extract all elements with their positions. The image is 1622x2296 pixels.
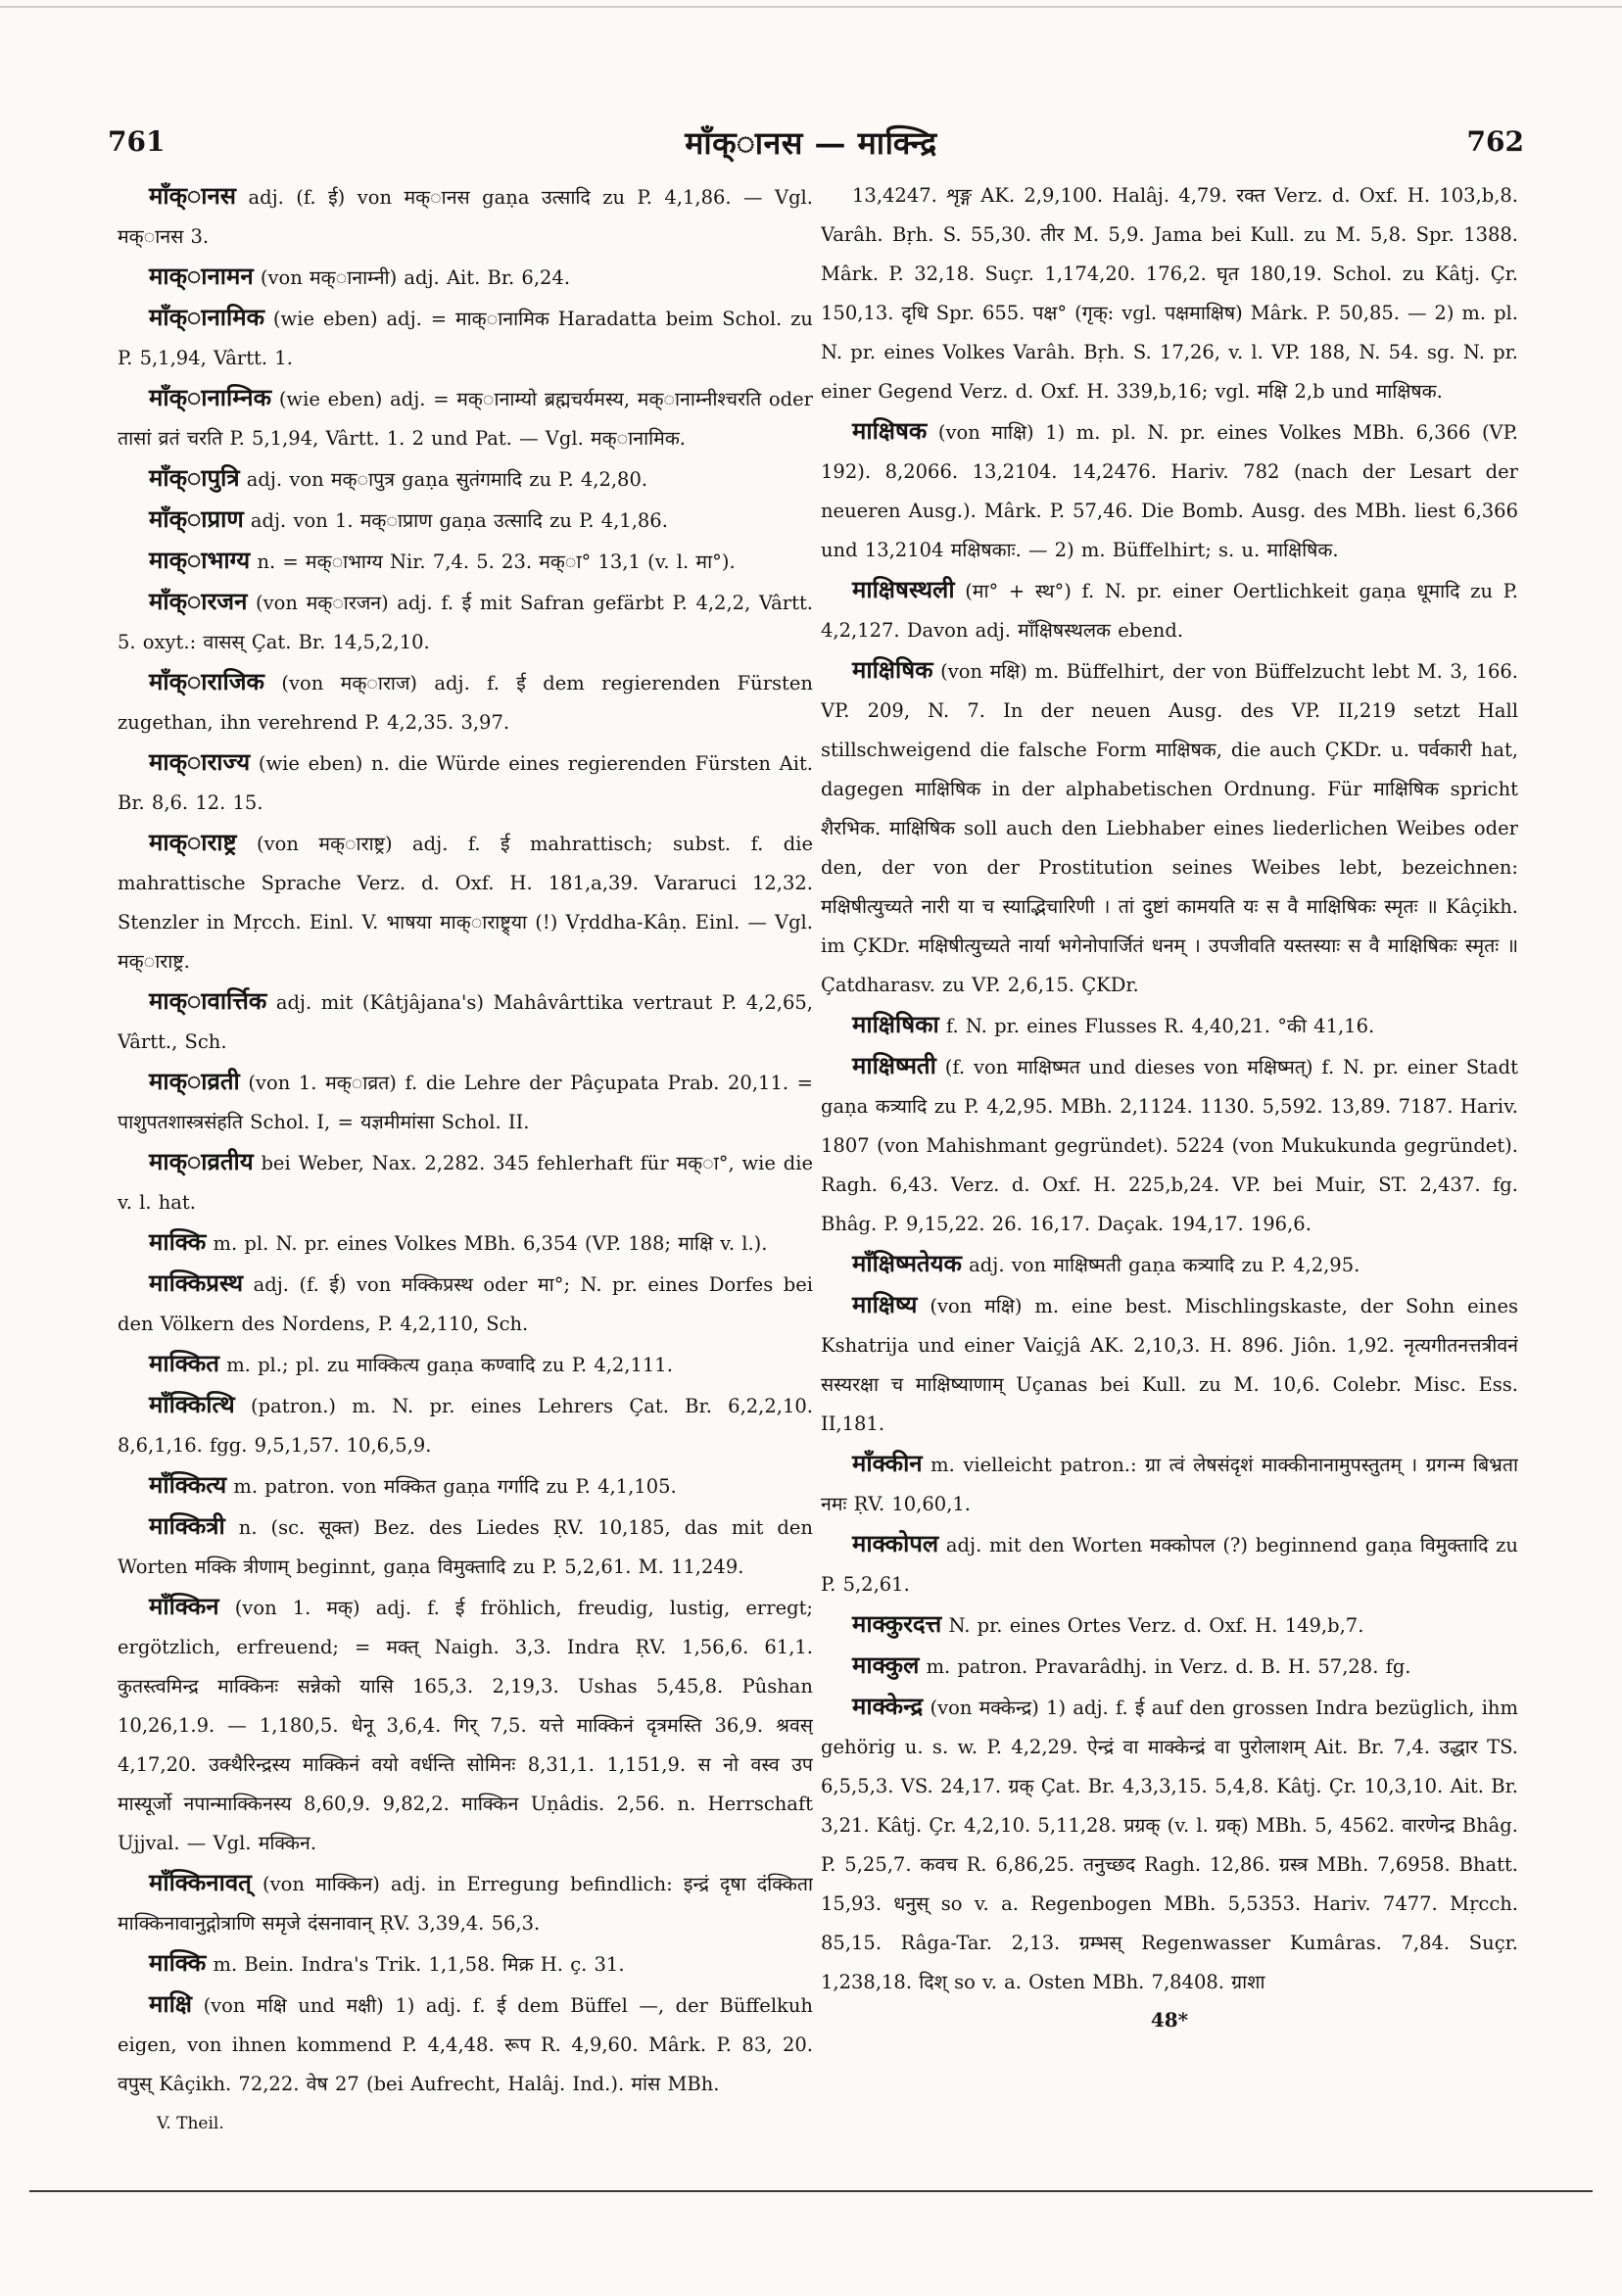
dictionary-entry: [118, 500, 813, 541]
entry-headword: माक्कित्री: [149, 1511, 225, 1540]
dictionary-entry: [118, 1943, 813, 1985]
bottom-rule: [29, 2190, 1593, 2192]
entry-headword: माँक्कित्य: [149, 1470, 227, 1499]
entry-text: (patron.) m. N. pr. eines Lehrers Çat. Br. 6,2,2,10. 8,6,1,16. fgg. 9,5,1,57. 10,6,5,9.: [118, 1395, 813, 1457]
entry-text: 13,4247. शृङ्ग AK. 2,9,100. Halâj. 4,79. रक्त Verz. d. Oxf. H. 103,b,8. Varâh. Bṛh. S. 55,30. तीर M. 5,9. Jama bei Kull. zu M. 5,8. Spr. 1388. Mârk. P. 32,18. Suçr. 1,174,20. 176,2. घृत 180,19. Schol. zu Kâtj. Çr. 150,13. दृधि Spr. 655. पक्ष° (गृक्: vgl. पक्षमाक्षिष) Mârk. P. 50,85. — 2) m. pl. N. pr. eines Volkes Varâh. Bṛh. S. 17,26, v. l. VP. 188, N. 54. sg. N. pr. einer Gegend Verz. d. Oxf. H. 339,b,16; vgl. मक्षि 2,b und माक्षिषक.: [821, 184, 1518, 403]
entry-text: m. patron. von मक्कित gaṇa गर्गादि zu P. 4,1,105.: [233, 1475, 677, 1498]
dictionary-entry: [118, 1222, 813, 1264]
entry-text: (wie eben) adj. = माक्ानामिक Haradatta beim Schol. zu P. 5,1,94, Vârtt. 1.: [118, 308, 813, 369]
entry-headword: माक्ाव्रती: [149, 1067, 240, 1095]
dictionary-entry: [118, 1344, 813, 1385]
entry-text: m. Bein. Indra's Trik. 1,1,58. मिक्र H. ç. 31.: [213, 1953, 625, 1976]
dictionary-entry: [118, 378, 813, 458]
dictionary-entry: [118, 1507, 813, 1587]
entry-text: adj. von 1. मक्ाप्राण gaṇa उत्सादि zu P. 4,1,86.: [250, 509, 668, 532]
entry-text: m. vielleicht patron.: ग्रा त्वं लेषसंदृशं माक्कीनानामुपस्तुतम् । ग्रगन्म बिभ्रता नमः ṚV. 10,60,1.: [821, 1454, 1518, 1515]
entry-headword: माक्ावार्त्तिक: [149, 986, 267, 1015]
entry-headword: माक्षिषिक: [852, 655, 933, 684]
entry-headword: माँक्षिष्मतेयक: [852, 1249, 962, 1277]
entry-text: (von 1. मक्) adj. f. ई fröhlich, freudig, lustig, erregt; ergötzlich, erfreuend; = मक्त् Naigh. 3,3. Indra ṚV. 1,56,6. 61,1. कुतस्त्वमिन्द्र माक्किनः सन्नेको यासि 165,3. 2,19,3. Ushas 5,45,8. Pûshan 10,26,1.9. — 1,180,5. धेनू 3,6,4. गिर् 7,5. यत्ते माक्किनं दृत्रमस्ति 36,9. श्रवस् 4,17,20. उक्थैरिन्द्रस्य माक्किनं वयो वर्धन्ति सोमिनः 8,31,1. 1,151,9. स नो वस्व उप मास्यूर्जो नपान्माक्किनस्य 8,60,9. 9,82,2. माक्किन Uṇâdis. 2,56. n. Herrschaft Ujjval. — Vgl. मक्किन.: [118, 1597, 813, 1854]
dictionary-entry: [821, 650, 1518, 1005]
entry-text: adj. mit (Kâtjâjana's) Mahâvârttika vertraut P. 4,2,65, Vârtt., Sch.: [118, 991, 813, 1053]
entry-headword: माँक्कीन: [852, 1449, 923, 1477]
left-page-number: 761: [108, 125, 166, 158]
dictionary-entry: [118, 1985, 813, 2104]
dictionary-entry: [118, 257, 813, 298]
entry-headword: माँक्कित्थि: [149, 1390, 235, 1418]
dictionary-entry: [821, 570, 1518, 650]
dictionary-entry: [118, 823, 813, 981]
entry-text: adj. (f. ई) von मक्ानस gaṇa उत्सादि zu P. 4,1,86. — Vgl. मक्ानस 3.: [118, 186, 813, 248]
dictionary-entry: [118, 298, 813, 378]
right-column: [821, 176, 1518, 2135]
entry-headword: माँक्ाप्राण: [149, 504, 244, 533]
page-header: [98, 116, 1524, 174]
dictionary-entry: [821, 1604, 1518, 1646]
entry-headword: माक्कोपल: [852, 1529, 939, 1557]
entry-headword: माक्ाभाग्य: [149, 546, 251, 574]
entry-headword: माँक्किनावत्: [149, 1868, 252, 1896]
entry-headword: माँक्ापुत्रि: [149, 463, 240, 492]
entry-text: (von मक्ानाम्नी) adj. Ait. Br. 6,24.: [260, 266, 571, 289]
entry-text: adj. mit den Worten मक्कोपल (?) beginnend gaṇa विमुक्तादि zu P. 5,2,61.: [821, 1534, 1518, 1596]
dictionary-entry: [118, 1587, 813, 1863]
entry-headword: माक्ाव्रतीय: [149, 1147, 254, 1175]
dictionary-entry: [118, 1863, 813, 1943]
dictionary-entry: [118, 742, 813, 823]
dictionary-entry: [821, 1005, 1518, 1046]
dictionary-entry: [118, 541, 813, 582]
dictionary-entry: [118, 662, 813, 742]
entry-text: adj. (f. ई) von मक्किप्रस्थ oder मा°; N. pr. eines Dorfes bei den Völkern des Nordens, P. 4,2,110, Sch.: [118, 1273, 813, 1335]
entry-text: m. patron. Pravarâdhj. in Verz. d. B. H. 57,28. fg.: [926, 1655, 1411, 1678]
dictionary-entry: [118, 1264, 813, 1344]
dictionary-entry: [821, 1524, 1518, 1604]
entry-headword: माक्कि: [149, 1948, 207, 1977]
dictionary-entry: [118, 176, 813, 257]
entry-headword: माक्कुरदत्त: [852, 1609, 942, 1638]
scan-edge-line: [0, 6, 1622, 8]
entry-headword: माक्षिषस्थली: [852, 575, 955, 603]
entry-text: (von मक्केन्द्र) 1) adj. f. ई auf den grossen Indra bezüglich, ihm gehörig u. s. w. P. 4,2,29. ऐन्द्रं वा माक्केन्द्रं वा पुरोलाशम् Ait. Br. 7,4. उद्धार TS. 6,5,5,3. VS. 24,17. ग्रक् Çat. Br. 4,3,3,15. 5,4,8. Kâtj. Çr. 10,3,10. Ait. Br. 3,21. Kâtj. Çr. 4,2,10. 5,11,28. प्रग्रक् (v. l. ग्रक्) MBh. 5, 4562. वारणेन्द्र Bhâg. P. 5,25,7. कवच R. 6,86,25. तनुच्छद Ragh. 12,86. ग्रस्त्र MBh. 7,6958. Bhatt. 15,93. धनुस् so v. a. Regenbogen MBh. 5,5353. Hariv. 7477. Mṛcch. 85,15. Râga-Tar. 2,13. ग्रम्भस् Regenwasser Kumâras. 7,84. Suçr. 1,238,18. दिश् so v. a. Osten MBh. 7,8408. ग्राशा: [821, 1697, 1518, 1993]
entry-text: (von मक्ारजन) adj. f. ई mit Safran gefärbt P. 4,2,2, Vârtt. 5. oxyt.: वासस् Çat. Br. 14,5,2,10.: [118, 592, 813, 653]
entry-text: (von माक्षि) 1) m. pl. N. pr. eines Volkes MBh. 6,366 (VP. 192). 8,2066. 13,2104. 14,2476. Hariv. 782 (nach der Lesart der neueren Ausg.). Mârk. P. 57,46. Die Bomb. Ausg. des MBh. liest 6,366 und 13,2104 मक्षिषकाः. — 2) m. Büffelhirt; s. u. माक्षिषिक.: [821, 421, 1518, 561]
dictionary-entry: [118, 1062, 813, 1142]
entry-headword: माँक्ाराजिक: [149, 667, 264, 695]
entry-headword: माँक्किन: [149, 1592, 219, 1620]
left-column: [118, 176, 813, 2135]
dictionary-entry: [118, 458, 813, 500]
entry-headword: माक्कित: [149, 1349, 219, 1377]
entry-headword: माक्ानामन: [149, 262, 254, 290]
entry-headword: माक्षिष्मती: [852, 1051, 936, 1079]
entry-text: (wie eben) adj. = मक्ानाम्यो ब्रह्मचर्यमस्य, मक्ानाम्नीश्चरति oder तासां व्रतं चरति P. 5,1,94, Vârtt. 1. 2 und Pat. — Vgl. मक्ानामिक.: [118, 388, 813, 450]
signature-mark: 48*: [1150, 2008, 1189, 2032]
entry-headword: माँक्ानामिक: [149, 303, 265, 331]
volume-note: V. Theil.: [157, 2114, 224, 2133]
dictionary-entry: [821, 1646, 1518, 1687]
entry-text: m. pl. N. pr. eines Volkes MBh. 6,354 (VP. 188; माक्षि v. l.).: [213, 1232, 768, 1255]
entry-text: (f. von माक्षिष्मत und dieses von मक्षिष्मत्) f. N. pr. einer Stadt gaṇa कत्र्यादि zu P. 4,2,95. MBh. 2,1124. 1130. 5,592. 13,89. 7187. Hariv. 1807 (von Mahishmant gegründet). 5224 (von Mukukunda gegründet). Ragh. 6,43. Verz. d. Oxf. H. 225,b,24. VP. bei Muir, ST. 2,437. fg. Bhâg. P. 9,15,22. 26. 16,17. Daçak. 194,17. 196,6.: [821, 1056, 1518, 1235]
dictionary-entry: [118, 1385, 813, 1465]
entry-headword: माक्षिषक: [852, 416, 928, 445]
entry-text: f. N. pr. eines Flusses R. 4,40,21. °की 41,16.: [945, 1015, 1375, 1037]
entry-text: (von मक्ाराष्ट्र) adj. f. ई mahrattisch; subst. f. die mahrattische Sprache Verz. d. Oxf. H. 181,a,39. Vararuci 12,32. Stenzler in Mṛcch. Einl. V. भाषया माक्ाराष्ट्र्या (!) Vṛddha-Kâṇ. Einl. — Vgl. मक्ाराष्ट्र.: [118, 833, 813, 973]
dictionary-entry: [821, 1285, 1518, 1444]
entry-text: (von मक्ाराज) adj. f. ई dem regierenden Fürsten zugethan, ihn verehrend P. 4,2,35. 3,97.: [118, 672, 813, 734]
entry-headword: माँक्ानस: [149, 181, 237, 210]
dictionary-entry: [821, 1046, 1518, 1244]
entry-headword: माक्किप्रस्थ: [149, 1268, 244, 1297]
dictionary-entry: [118, 981, 813, 1062]
entry-text: n. = मक्ाभाग्य Nir. 7,4. 5. 23. मक्ा° 13,1 (v. l. मा°).: [257, 550, 736, 573]
entry-text: bei Weber, Nax. 2,282. 345 fehlerhaft für मक्ा°, wie die v. l. hat.: [118, 1152, 813, 1214]
entry-text: (wie eben) n. die Würde eines regierenden Fürsten Ait. Br. 8,6. 12. 15.: [118, 752, 813, 814]
dictionary-entry: [118, 1142, 813, 1222]
entry-text: (von मक्षि) m. eine best. Mischlingskaste, der Sohn eines Kshatrija und einer Vaiçjâ AK. 2,10,3. H. 896. Jiôn. 1,92. नृत्यगीतनत्तत्रीवनं सस्यरक्षा च माक्षिष्याणाम् Uçanas bei Kull. zu M. 10,6. Colebr. Misc. Ess. II,181.: [821, 1295, 1518, 1435]
dictionary-entry: [118, 582, 813, 662]
entry-headword: माक्षिषिका: [852, 1010, 939, 1038]
right-page-number: 762: [1466, 125, 1524, 158]
dictionary-entry: [821, 1687, 1518, 2002]
header-title: माँक्ानस — माक्न्द्रि: [685, 124, 937, 162]
dictionary-entry: [821, 1444, 1518, 1524]
dictionary-entry: [821, 411, 1518, 570]
entry-text: (von 1. मक्ाव्रत) f. die Lehre der Pâçupata Prab. 20,11. = पाशुपतशास्त्रसंहति Schol. I, = यज्ञमीमांसा Schol. II.: [118, 1072, 813, 1133]
entry-headword: माक्ाराष्ट्र: [149, 828, 237, 856]
entry-text: (von माक्किन) adj. in Erregung befindlich: इन्द्रं दृषा दंक्किता माक्किनावानुद्गोत्राणि समृजे दंसनावान् ṚV. 3,39,4. 56,3.: [118, 1873, 813, 1935]
entry-text: m. pl.; pl. zu माक्कित्य gaṇa कण्वादि zu P. 4,2,111.: [226, 1354, 673, 1376]
entry-headword: माक्षिष्य: [852, 1290, 918, 1318]
entry-text: n. (sc. सूक्त) Bez. des Liedes ṚV. 10,185, das mit den Worten मक्कि त्रीणाम् beginnt, gaṇa विमुक्तादि zu P. 5,2,61. M. 11,249.: [118, 1516, 813, 1578]
entry-headword: माक्कि: [149, 1227, 207, 1256]
dictionary-entry: [821, 1244, 1518, 1285]
dictionary-entry: [118, 1465, 813, 1507]
entry-text: adj. von मक्ापुत्र gaṇa सुतंगमादि zu P. 4,2,80.: [246, 468, 648, 491]
entry-headword: माक्कुल: [852, 1650, 920, 1679]
entry-headword: माक्केन्द्र: [852, 1692, 924, 1720]
entry-headword: माक्ाराज्य: [149, 747, 251, 776]
entry-headword: माँक्ानाम्निक: [149, 383, 272, 411]
entry-text: (मा° + स्थ°) f. N. pr. einer Oertlichkeit gaṇa धूमादि zu P. 4,2,127. Davon adj. माँक्षिषस्थलक ebend.: [821, 580, 1518, 642]
entry-headword: माक्षि: [149, 1989, 192, 2018]
entry-text: (von मक्षि und मक्षी) 1) adj. f. ई dem Büffel —, der Büffelkuh eigen, von ihnen kommend P. 4,4,48. रूप R. 4,9,60. Mârk. P. 83, 20. वपुस् Kâçikh. 72,22. वेष 27 (bei Aufrecht, Halâj. Ind.). मांस MBh.: [118, 1994, 813, 2095]
dictionary-entry: [821, 176, 1518, 411]
entry-text: adj. von माक्षिष्मती gaṇa कत्र्यादि zu P. 4,2,95.: [969, 1254, 1360, 1276]
entry-text: N. pr. eines Ortes Verz. d. Oxf. H. 149,b,7.: [948, 1614, 1364, 1637]
entry-text: (von मक्षि) m. Büffelhirt, der von Büffelzucht lebt M. 3, 166. VP. 209, N. 7. In der neuen Ausg. des VP. II,219 setzt Hall stillschweigend die falsche Form माक्षिषक, die auch ÇKDr. u. पर्वकारी hat, dagegen माक्षिषिक in der alphabetischen Ordnung. Für माक्षिषिक spricht शैरभिक. माक्षिषिक soll auch den Liebhaber eines liederlichen Weibes oder den, der von der Prostitution seines Weibes lebt, bezeichnen: मक्षिषीत्युच्यते नारी या च स्याद्भिचारिणी । तां दुष्टां कामयति यः स वै माक्षिषिकः स्मृतः ॥ Kâçikh. im ÇKDr. मक्षिषीत्युच्यते नार्या भगेनोपार्जितं धनम् । उपजीवति यस्तस्याः स वै माक्षिषिकः स्मृतः ॥ Çatdharasv. zu VP. 2,6,15. ÇKDr.: [821, 660, 1518, 996]
entry-headword: माँक्ारजन: [149, 587, 248, 615]
